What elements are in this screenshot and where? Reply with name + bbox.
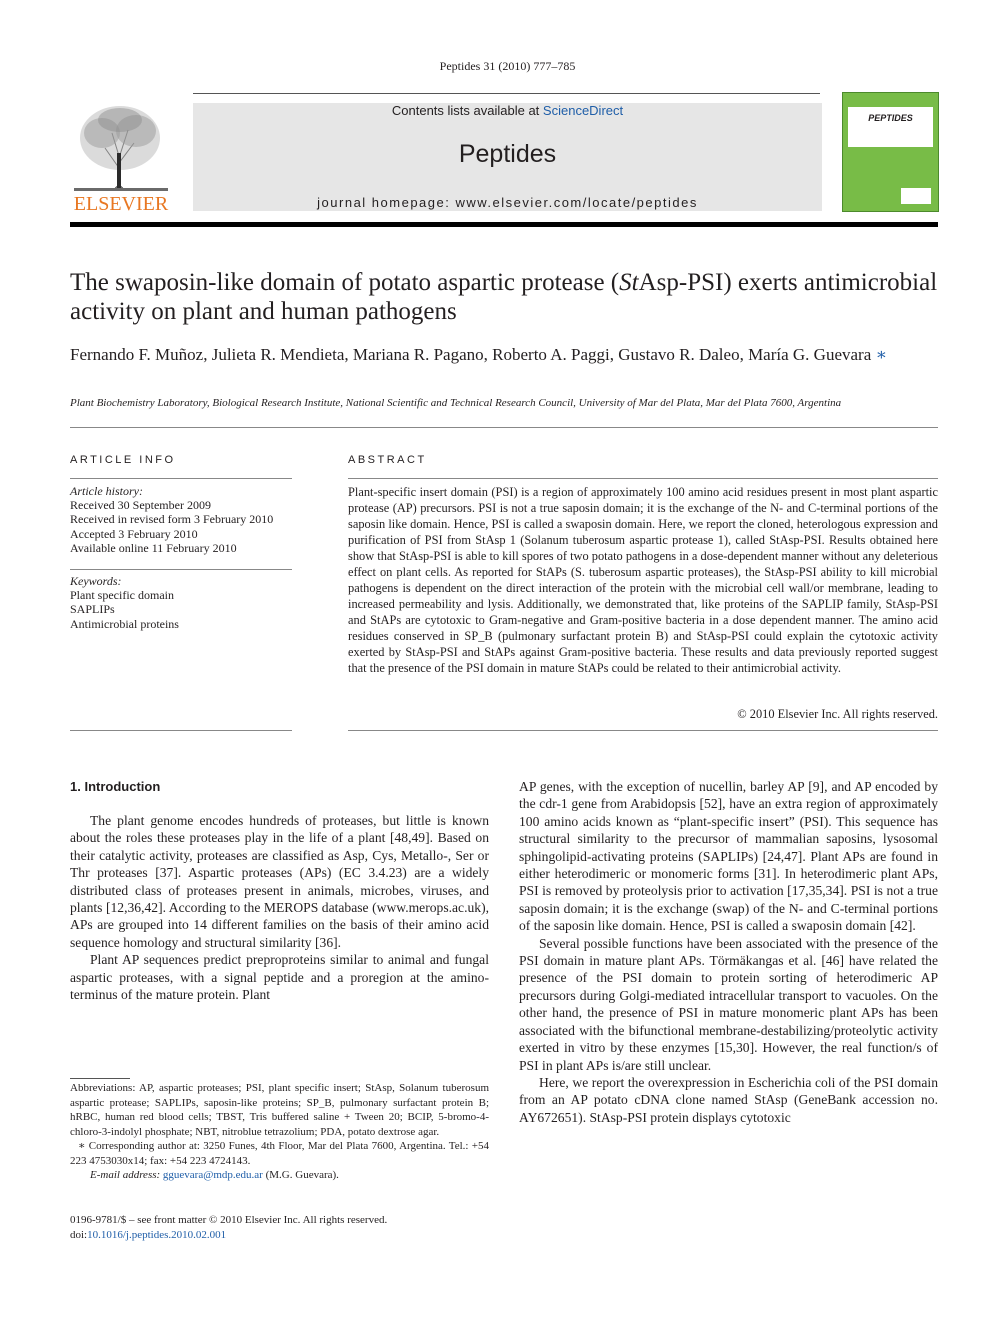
article-title xyxy=(70,268,938,326)
journal-title: Peptides xyxy=(458,140,557,168)
doi-link[interactable]: 10.1016/j.peptides.2010.02.001 xyxy=(87,1229,227,1241)
affiliation: Plant Biochemistry Laboratory, Biological Research Institute, National Scientific and Technical Research Council, University of Mar del Plata, Mar del Plata 7600, Argentina xyxy=(70,397,842,409)
issn-line: 0196-9781/$ – see front matter © 2010 Elsevier Inc. All rights reserved. xyxy=(70,1214,388,1226)
keywords-label: Keywords: xyxy=(70,574,122,588)
divider xyxy=(70,478,292,479)
copyright: © 2010 Elsevier Inc. All rights reserved. xyxy=(737,707,938,721)
contents-line xyxy=(193,103,822,118)
keyword: Antimicrobial proteins xyxy=(70,616,179,631)
doi-label: doi: xyxy=(70,1229,88,1241)
received-date: Received 30 September 2009 xyxy=(70,498,211,513)
article-history xyxy=(70,484,292,555)
divider xyxy=(70,569,292,570)
right-column xyxy=(519,778,938,1126)
front-matter xyxy=(70,1213,489,1243)
history-label: Article history: xyxy=(70,484,143,498)
email-footnote xyxy=(70,1168,489,1183)
cover-footer-label xyxy=(901,188,931,204)
contents-prefix: Contents lists available at xyxy=(391,103,540,118)
online-date: Available online 11 February 2010 xyxy=(70,540,237,555)
author-list xyxy=(70,344,938,366)
journal-reference: Peptides 31 (2010) 777–785 xyxy=(439,59,576,73)
divider xyxy=(70,730,292,731)
svg-text:ELSEVIER: ELSEVIER xyxy=(73,193,169,214)
divider xyxy=(348,730,938,731)
abstract-text: Plant-specific insert domain (PSI) is a region of approximately 100 amino acid residues present in most plant aspartic protease (AP) precursors. PSI is not a true saposin domain; it is the exchange of the N- and C-terminal portions of the saposin like domain. Hence, PSI is called a swaposin domain. Here, we report the cloned, heterologous expression and purification of PSI from StAsp 1 (Solanum tuberosum aspartic protease 1), called StAsp-PSI. Results obtained here show that StAsp-PSI is able to kill spores of two potato pathogens in a dose-dependent manner without any deleterious effect on plant cells. As reported for StAPs (S. tuberosum aspartic proteases), the StAsp-PSI ability to kill microbial pathogens is dependent on the direct interaction of the protein with the microbial cell wall/or membrane, leading to increased permeability and lysis. Additionally, we demonstrated that, like proteins of the SAPLIP family, StAsp-PSI and StAPs are cytotoxic to Gram-negative and Gram-positive bacteria in a dose dependent manner. The amino acid residues conserved in SP_B (pulmonary surfactant protein B) and StAsp-PSI could explain the cytotoxic activity exerted by StAsp-PSI and StAPs against Gram-positive bacteria. These results and data previously reported suggest that the presence of the PSI domain in mature StAPs could be related to their antimicrobial activity. xyxy=(348,485,938,675)
email-label: E-mail address: xyxy=(90,1169,161,1181)
header-thick-rule xyxy=(70,222,938,227)
keyword: Plant specific domain xyxy=(70,588,174,603)
header-top-rule xyxy=(193,93,820,94)
elsevier-logo xyxy=(70,98,172,214)
paragraph: Here, we report the overexpression in Escherichia coli of the PSI domain from an AP potato cDNA clone named StAsp (GeneBank accession no. AY672651). StAsp-PSI protein displays cytotoxic xyxy=(519,1074,938,1125)
accepted-date: Accepted 3 February 2010 xyxy=(70,526,198,541)
elsevier-tree-icon xyxy=(70,98,172,214)
doi-line xyxy=(70,1228,489,1243)
cover-title: PEPTIDES xyxy=(848,107,933,147)
paragraph: AP genes, with the exception of nucellin, barley AP [9], and AP encoded by the cdr-1 gene from Arabidopsis [52], have an extra region of approximately 100 amino acids known as “plant-specific insert” (PSI). This sequence has structural similarity to the precursor of mammalian saposins, lysosomal sphingolipid-activating proteins (SAPLIPs) [24,47]. Plant APs are found in either heterodimeric or monomeric forms [31]. In heterodimeric plant APs, PSI is removed by proteolysis prior to activation [17,35,34]. PSI is not a true saposin domain; it is the exchange (swap) of the N- and C-terminal portions of the saposin like domain. Hence, PSI is called a swaposin domain [42]. xyxy=(519,779,938,934)
abstract-heading: ABSTRACT xyxy=(348,454,427,466)
paragraph: Several possible functions have been associated with the presence of the PSI domain in mature plant APs. Törmäkangas et al. [46] have related the presence of the PSI domain to protein sorting of heterodimeric AP precursors during Golgi-mediated intracellular transport to vacuoles. On the other hand, the presence of PSI in mature monomeric plant APs has been associated with the bifunctional membrane-destabilizing/proteolytic activity exerted in vitro by these enzymes [15,30]. However, the real function/s of PSI in plant APs is/are still unclear. xyxy=(519,935,938,1073)
title-italic-part: St xyxy=(619,269,639,296)
footnote-rule xyxy=(70,1078,130,1079)
keyword: SAPLIPs xyxy=(70,602,115,617)
footnotes xyxy=(70,1081,489,1183)
paragraph: The plant genome encodes hundreds of proteases, but little is known about the roles these proteases play in the life of a plant [48,49]. Based on their catalytic activity, proteases are classified as Asp, Cys, Metallo-, Ser or Thr proteases [37]. Aspartic proteases (APs) (EC 3.4.23) are a widely distributed class of proteases present in animals, microbes, viruses, and plants [12,36,42]. According to the MEROPS database (www.merops.ac.uk), APs are grouped into 14 different families on the basis of their amino acid sequence homology and structural similarity [36]. xyxy=(70,813,489,950)
corresponding-footnote: ∗ Corresponding author at: 3250 Funes, 4th Floor, Mar del Plata 7600, Argentina. Tel.: +54 223 4753030x14; fax: +54 223 4724143. xyxy=(70,1140,489,1167)
sciencedirect-link[interactable]: ScienceDirect xyxy=(542,103,624,118)
left-column xyxy=(70,812,489,1003)
article-info-heading: ARTICLE INFO xyxy=(70,454,176,466)
section-heading-introduction: 1. Introduction xyxy=(70,779,161,794)
authors-text: Fernando F. Muñoz, Julieta R. Mendieta, Mariana R. Pagano, Roberto A. Paggi, Gustavo R. Daleo, María G. Guevara xyxy=(70,345,872,364)
journal-homepage[interactable]: journal homepage: www.elsevier.com/locate/peptides xyxy=(317,195,698,210)
keywords xyxy=(70,574,292,631)
corresponding-author-mark[interactable]: ∗ xyxy=(875,345,888,364)
divider xyxy=(348,478,938,479)
email-link[interactable]: gguevara@mdp.edu.ar xyxy=(162,1169,263,1181)
revised-date: Received in revised form 3 February 2010 xyxy=(70,512,274,527)
title-part-1: The swaposin-like domain of potato aspartic protease ( xyxy=(70,269,620,296)
paragraph: Plant AP sequences predict preproproteins similar to animal and fungal aspartic proteases, with a signal peptide and a proregion at the amino-terminus of the mature protein. Plant xyxy=(70,952,489,1003)
abbreviations-footnote: Abbreviations: AP, aspartic proteases; PSI, plant specific insert; StAsp, Solanum tuberosum aspartic protease; SAPLIPs, saposin-like proteins; SP_B, pulmonary surfactant protein B; hRBC, human red blood cells; TBST, Tris buffered saline + Tween 20; BCIP, 5-bromo-4-chloro-3-indolyl phosphate; NBT, nitroblue tetrazolium; PDA, potato dextrose agar. xyxy=(70,1082,489,1138)
journal-cover-thumbnail xyxy=(842,92,939,212)
email-suffix: (M.G. Guevara). xyxy=(265,1169,339,1181)
title-part-2: Asp-PSI) exerts antimicrobial activity on plant and human pathogens xyxy=(70,269,938,325)
divider xyxy=(70,427,938,428)
